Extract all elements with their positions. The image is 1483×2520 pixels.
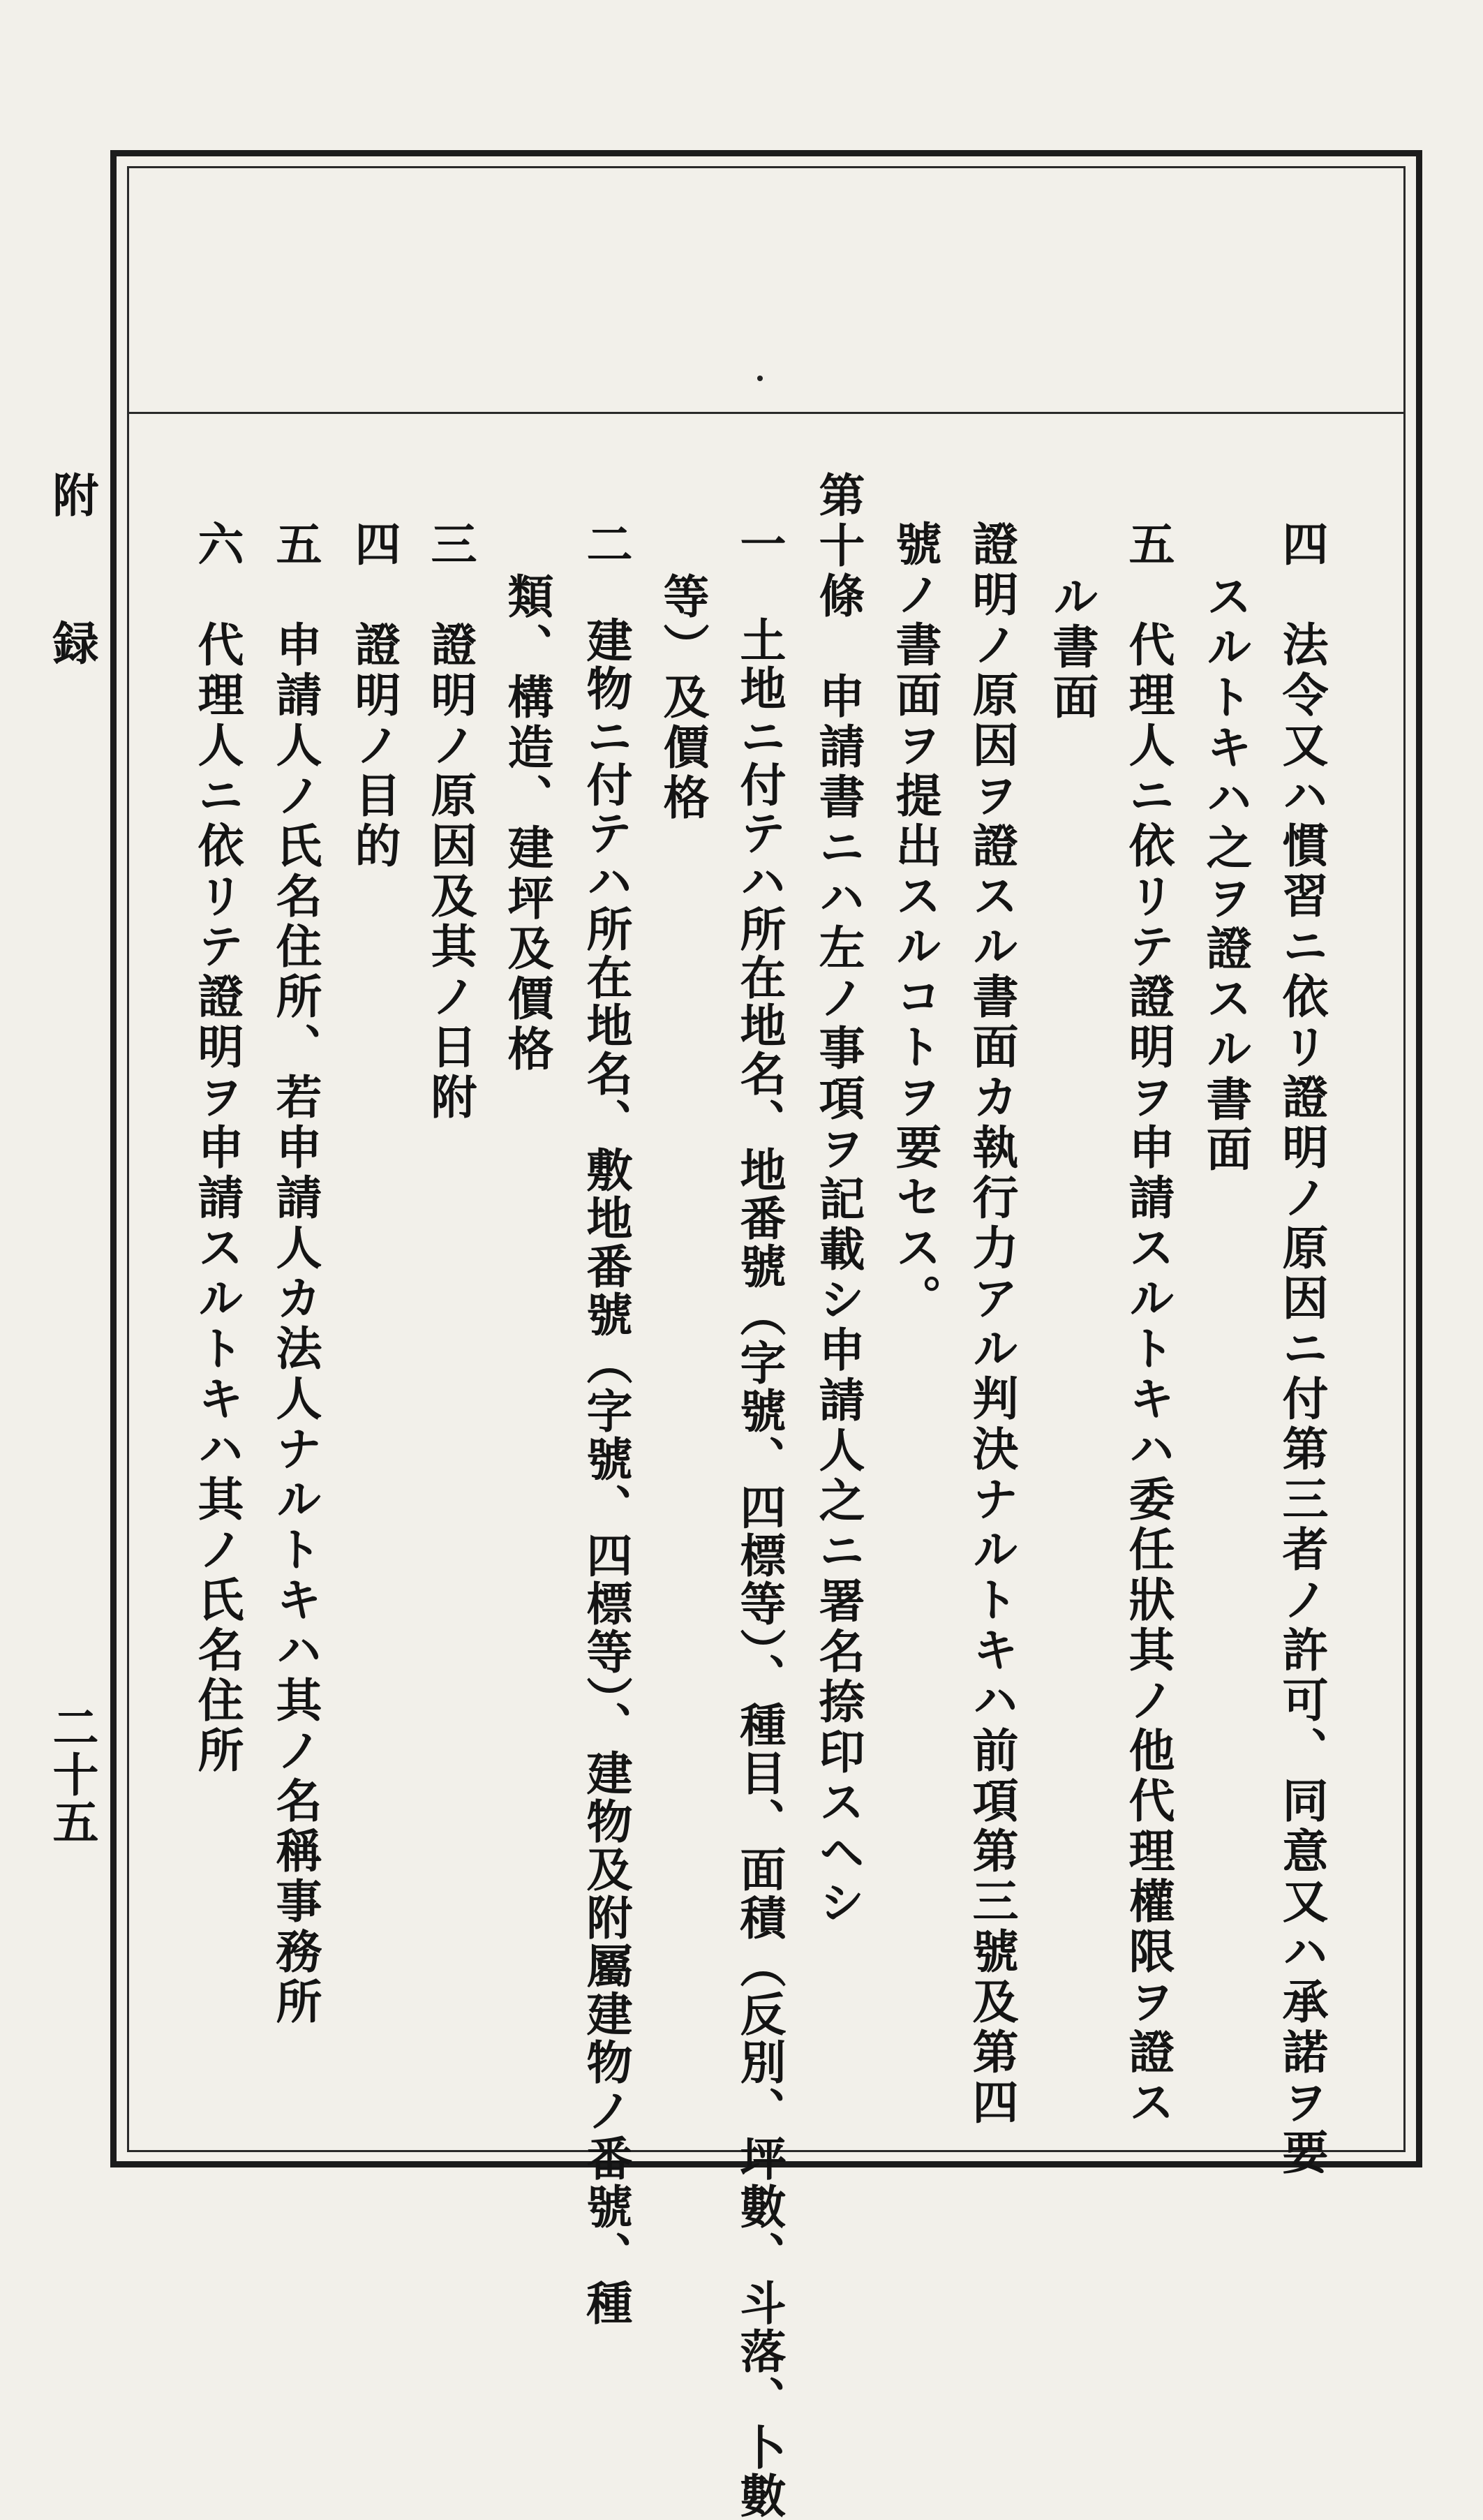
text-column-2: スルトキハ之ヲ證スル書面	[1198, 572, 1253, 1176]
page-number: 二十五	[45, 1703, 99, 1846]
header-mark	[757, 376, 763, 381]
text-column-5: 證明ノ原因ヲ證スル書面カ執行力アル判決ナルトキハ前項第三號及第四	[964, 520, 1019, 2128]
text-column-6: 號ノ書面ヲ提出スルコトヲ要セス。	[888, 520, 942, 1324]
text-column-9: 等）及價格	[655, 572, 710, 824]
text-column-14: 五 申請人ノ氏名住所、若申請人カ法人ナルトキハ其ノ名稱事務所	[268, 520, 322, 2028]
text-column-7-article-10: 第十條 申請書ニハ左ノ事項ヲ記載シ申請人之ニ署名捺印スヘシ	[811, 471, 865, 1929]
text-column-8: 一 土地ニ付テハ所在地名、地番號（字號、四標等）、種目、面積（反別、坪數、斗落、卜數	[732, 520, 787, 2520]
margin-label: 附 録	[45, 471, 99, 693]
text-column-13: 四 證明ノ目的	[347, 520, 401, 872]
text-column-1: 四 法令又ハ慣習ニ依リ證明ノ原因ニ付第三者ノ許可、同意又ハ承諾ヲ要	[1274, 520, 1329, 2179]
text-column-15: 六 代理人ニ依リテ證明ヲ申請スルトキハ其ノ氏名住所	[190, 520, 244, 1777]
text-column-11: 類、構造、建坪及價格	[500, 572, 554, 1075]
text-column-3: 五 代理人ニ依リテ證明ヲ申請スルトキハ委任狀其ノ他代理權限ヲ證ス	[1121, 520, 1175, 2128]
text-column-4: ル書面	[1045, 572, 1099, 723]
text-column-10: 二 建物ニ付テハ所在地名、敷地番號（字號、四標等）、建物及附屬建物ノ番號、種	[579, 520, 633, 2327]
header-rule	[127, 412, 1406, 414]
text-column-12: 三 證明ノ原因及其ノ日附	[423, 520, 477, 1123]
